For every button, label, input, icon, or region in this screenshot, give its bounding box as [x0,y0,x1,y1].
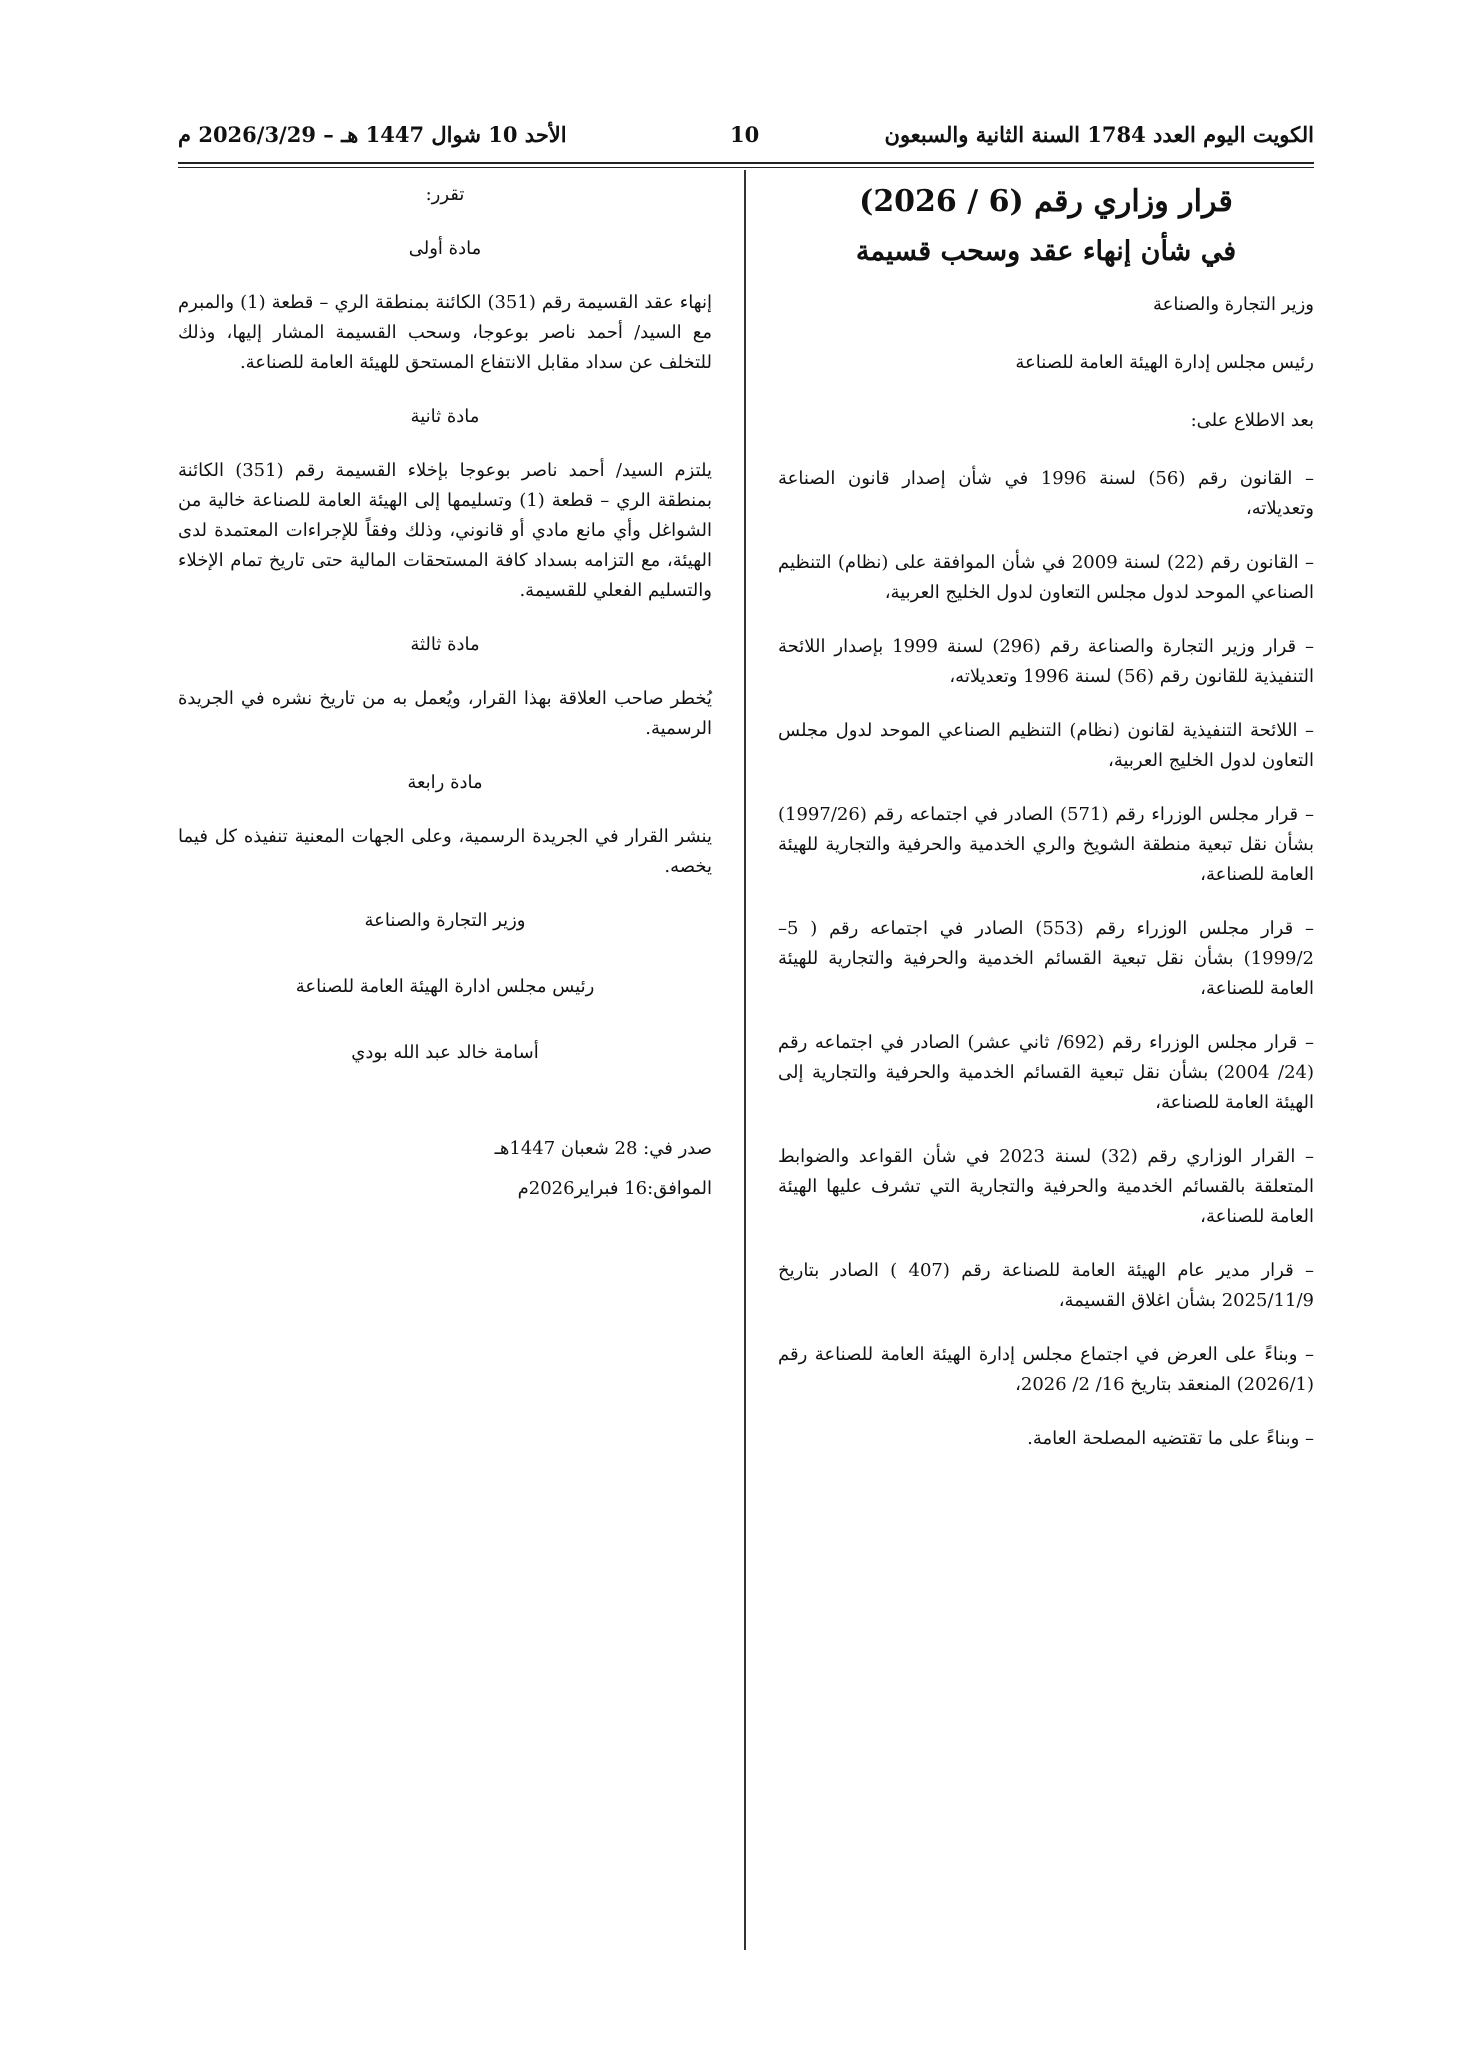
header-rule-thin [178,167,1314,168]
recital: – قرار وزير التجارة والصناعة رقم (296) لسنة 1999 بإصدار اللائحة التنفيذية للقانون رقم (56) لسنة 1996 وتعديلاته، [778,636,1315,687]
column-divider [744,170,746,1950]
recital: – قرار مجلس الوزراء رقم (571) الصادر في اجتماعه رقم (1997/26) بشأن نقل تبعية منطقة الشويخ والري الخدمية والحرفية والتجارية للهيئة العامة للصناعة، [778,804,1314,885]
recital: – القرار الوزاري رقم (32) لسنة 2023 في شأن القواعد والضوابط المتعلقة بالقسائم الخدمية والحرفية والتجارية التي تشرف عليها الهيئة العامة للصناعة، [778,1146,1314,1227]
article-3-title: مادة ثالثة [410,634,480,655]
issued-date-hijri: صدر في: 28 شعبان 1447هـ [494,1138,712,1159]
recital: – القانون رقم (22) لسنة 2009 في شأن الموافقة على (نظام) التنظيم الصناعي الموحد لدول مجلس التعاون لدول الخليج العربية، [778,552,1315,603]
recital: – اللائحة التنفيذية لقانون (نظام) التنظيم الصناعي الموحد لدول مجلس التعاون لدول الخليج العربية، [778,720,1314,771]
signature-block [178,906,712,1068]
article-1-text: إنهاء عقد القسيمة رقم (351) الكائنة بمنطقة الري – قطعة (1) والمبرم مع السيد/ أحمد ناصر بوعوجا، وسحب القسيمة المشار إليها، وذلك للتخلف عن سداد مقابل الانتفاع المستحق للهيئة العامة للصناعة. [178,292,712,373]
after-review-label: بعد الاطلاع على: [1190,410,1314,431]
recital: – قرار مجلس الوزراء رقم (553) الصادر في اجتماعه رقم ( 5–1999/2) بشأن نقل تبعية القسائم الخدمية والحرفية والتجارية للهيئة العامة للصناعة، [778,918,1314,999]
signature-title-minister: وزير التجارة والصناعة [364,910,526,931]
running-header [178,122,1314,158]
right-column [778,180,1314,1478]
recital: – القانون رقم (56) لسنة 1996 في شأن إصدار قانون الصناعة وتعديلاته، [778,468,1314,519]
issue-date-block [178,1134,712,1204]
decision-subject: في شأن إنهاء عقد وسحب قسيمة [855,236,1237,267]
page-number: 10 [730,122,760,147]
issuer-chairman: رئيس مجلس إدارة الهيئة العامة للصناعة [1015,352,1314,373]
issued-date-gregorian: الموافق:16 فبراير2026م [517,1178,712,1199]
signatory-name: أسامة خالد عبد الله بودي [351,1042,539,1063]
issuer-minister: وزير التجارة والصناعة [1152,294,1314,315]
header-rule-thick [178,162,1314,164]
issue-date: الأحد 10 شوال 1447 هـ – 2026/3/29 م [178,122,567,147]
article-1-title: مادة أولى [408,238,482,259]
recital: – وبناءً على العرض في اجتماع مجلس إدارة الهيئة العامة للصناعة رقم (2026/1) المنعقد بتاريخ 16/ 2/ 2026، [778,1344,1314,1395]
article-4-text: ينشر القرار في الجريدة الرسمية، وعلى الجهات المعنية تنفيذه كل فيما يخصه. [178,826,712,877]
signature-title-chairman: رئيس مجلس ادارة الهيئة العامة للصناعة [295,976,595,997]
article-4-title: مادة رابعة [407,772,483,793]
issue-info: الكويت اليوم العدد 1784 السنة الثانية والسبعون [884,122,1314,147]
recital: – قرار مجلس الوزراء رقم (692/ ثاني عشر) الصادر في اجتماعه رقم (24/ 2004) بشأن نقل تبعية القسائم الخدمية والحرفية والتجارية إلى الهيئة العامة للصناعة، [778,1032,1314,1113]
decides-label: تقرر: [425,184,465,205]
article-3-text: يُخطر صاحب العلاقة بهذا القرار، ويُعمل به من تاريخ نشره في الجريدة الرسمية. [178,688,712,739]
article-2-title: مادة ثانية [410,406,480,427]
left-column [178,180,712,1214]
article-2-text: يلتزم السيد/ أحمد ناصر بوعوجا بإخلاء القسيمة رقم (351) الكائنة بمنطقة الري – قطعة (1) وتسليمها إلى الهيئة العامة للصناعة خالية من الشواغل وأي مانع مادي أو قانوني، وذلك وفقاً للإجراءات المعتمدة لدى الهيئة، مع التزامه بسداد كافة المستحقات المالية حتى تاريخ تمام الإخلاء والتسليم الفعلي للقسيمة. [178,460,712,601]
recital: – وبناءً على ما تقتضيه المصلحة العامة. [1027,1428,1314,1449]
recital: – قرار مدير عام الهيئة العامة للصناعة رقم (407 ) الصادر بتاريخ 2025/11/9 بشأن اغلاق القسيمة، [778,1260,1314,1311]
decision-title: قرار وزاري رقم (6 / 2026) [859,184,1233,219]
